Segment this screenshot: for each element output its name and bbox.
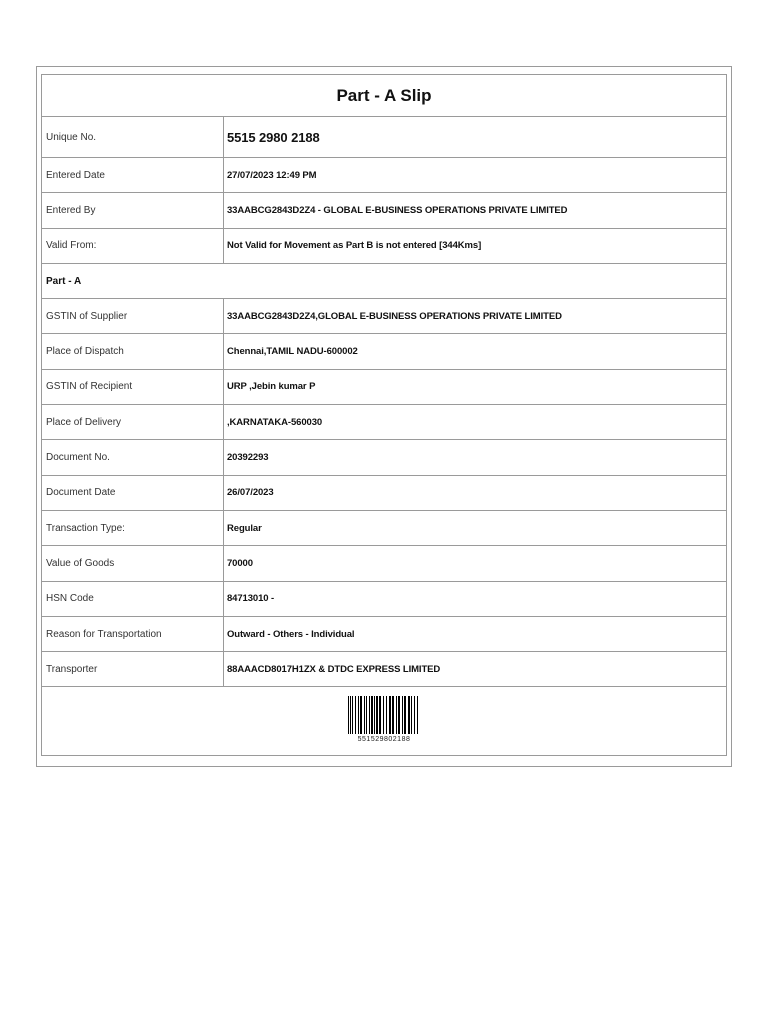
section-heading: Part - A (42, 264, 726, 299)
row-value: 20392293 (227, 452, 269, 464)
row-label: Valid From: (42, 229, 224, 263)
table-row (42, 117, 726, 158)
unique-number: 5515 2980 2188 (227, 129, 320, 145)
barcode-image (347, 696, 421, 734)
row-value: 84713010 - (227, 593, 275, 605)
row-label: Place of Dispatch (42, 334, 224, 368)
table-row (42, 193, 726, 228)
table-row (42, 405, 726, 440)
row-label: Reason for Transportation (42, 617, 224, 651)
table-row (42, 476, 726, 511)
barcode-block (42, 687, 726, 751)
row-value: Not Valid for Movement as Part B is not entered [344Kms] (227, 240, 482, 252)
table-row (42, 229, 726, 264)
row-label: Transporter (42, 652, 224, 686)
row-label: Document No. (42, 440, 224, 474)
table-row (42, 158, 726, 193)
slip-title: Part - A Slip (42, 75, 726, 117)
table-row (42, 370, 726, 405)
row-value: 33AABCG2843D2Z4,GLOBAL E-BUSINESS OPERATIONS PRIVATE LIMITED (227, 310, 562, 322)
row-label: Document Date (42, 476, 224, 510)
table-row (42, 440, 726, 475)
row-value: Regular (227, 522, 262, 534)
row-label: HSN Code (42, 582, 224, 616)
row-value: URP ,Jebin kumar P (227, 381, 316, 393)
row-value: 26/07/2023 (227, 487, 274, 499)
barcode-number: 551529802188 (357, 735, 411, 743)
table-row (42, 617, 726, 652)
row-label: Unique No. (42, 117, 224, 157)
row-label: GSTIN of Supplier (42, 299, 224, 333)
row-value: Chennai,TAMIL NADU-600002 (227, 346, 358, 358)
row-value: 88AAACD8017H1ZX & DTDC EXPRESS LIMITED (227, 663, 441, 675)
table-row (42, 334, 726, 369)
row-value: Outward - Others - Individual (227, 628, 355, 640)
table-row (42, 511, 726, 546)
row-label: Place of Delivery (42, 405, 224, 439)
table-row (42, 546, 726, 581)
row-value: 70000 (227, 557, 253, 569)
row-label: Entered By (42, 193, 224, 227)
table-row (42, 582, 726, 617)
row-label: Transaction Type: (42, 511, 224, 545)
row-label: GSTIN of Recipient (42, 370, 224, 404)
row-value: 27/07/2023 12:49 PM (227, 169, 317, 181)
slip-table (41, 74, 727, 756)
row-label: Entered Date (42, 158, 224, 192)
row-label: Value of Goods (42, 546, 224, 580)
row-value: 33AABCG2843D2Z4 - GLOBAL E-BUSINESS OPERATIONS PRIVATE LIMITED (227, 204, 568, 216)
slip-outer-frame (36, 66, 732, 767)
row-value: ,KARNATAKA-560030 (227, 416, 323, 428)
table-row (42, 299, 726, 334)
table-row (42, 652, 726, 687)
